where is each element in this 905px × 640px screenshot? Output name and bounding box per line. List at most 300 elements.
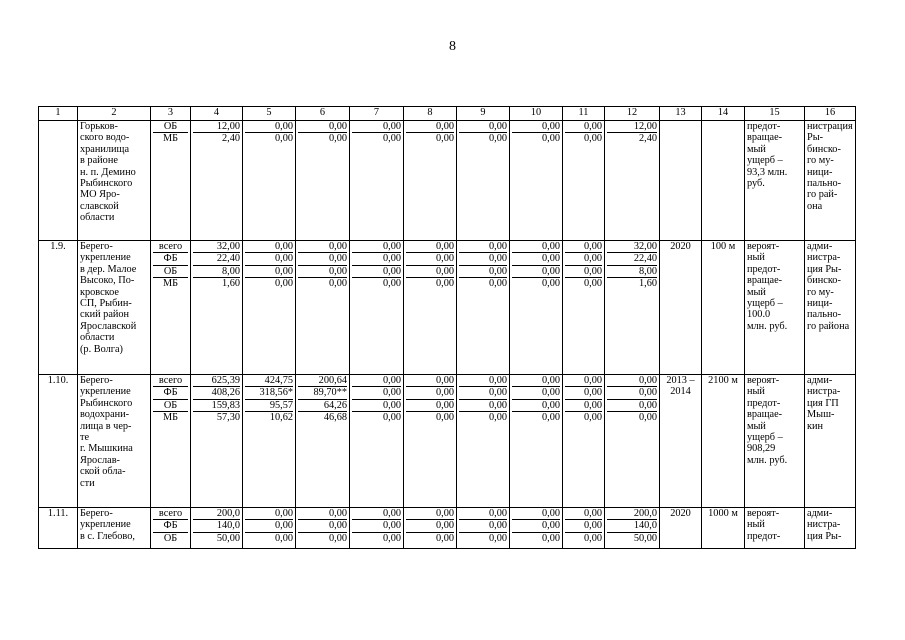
expected-effect-line: вероят-	[747, 375, 780, 386]
executor-line: пально-	[807, 309, 842, 321]
header-cell: 6	[296, 107, 350, 121]
expected-effect-line: ущерб –	[747, 298, 783, 310]
amount-value: 2,40	[607, 132, 657, 144]
amount-value: 140,0	[607, 519, 657, 531]
header-cell: 2	[78, 107, 151, 121]
executor-line: го му-	[807, 286, 834, 298]
amount-value: 159,83	[193, 399, 240, 411]
item-name-line: водохрани-	[80, 409, 130, 421]
expected-effect-line: руб.	[747, 178, 765, 190]
amount-value: 0,00	[512, 399, 560, 411]
header-cell: 1	[39, 107, 78, 121]
expected-effect-line: ный	[747, 252, 765, 264]
amount-cell	[510, 121, 563, 241]
amount-value: 0,00	[565, 519, 602, 531]
expected-effect	[745, 241, 805, 375]
executor-line: нистра-	[807, 386, 841, 398]
header-cell: 16	[805, 107, 856, 121]
amount-value: 0,00	[298, 277, 347, 289]
amount-value: 200,0	[633, 508, 657, 519]
amount-cell	[404, 508, 457, 549]
executor-line: ция Ры-	[807, 530, 842, 542]
table-row	[39, 121, 856, 241]
amount-value: 0,00	[245, 277, 293, 289]
executor-line: адми-	[807, 241, 833, 252]
amount-cell	[510, 375, 563, 508]
executor-line: го му-	[807, 155, 834, 167]
amount-value: 0,00	[541, 241, 560, 252]
amount-value: 0,00	[459, 252, 507, 264]
executor-line: го района	[807, 320, 850, 332]
implementation-years	[660, 508, 702, 549]
implementation-years-line: 2020	[670, 241, 691, 252]
amount-value: 8,00	[193, 265, 240, 277]
amount-cell	[605, 121, 660, 241]
amount-value: 12,00	[216, 121, 240, 132]
amount-value: 0,00	[435, 121, 454, 132]
amount-value: 95,57	[245, 399, 293, 411]
amount-value: 0,00	[352, 386, 401, 398]
amount-value: 0,00	[298, 532, 347, 544]
amount-value: 0,00	[565, 252, 602, 264]
header-row	[39, 107, 856, 121]
page-number: 8	[449, 39, 456, 54]
item-name-line: Ярослав-	[80, 454, 120, 466]
executor-line: ници-	[807, 166, 833, 178]
funding-source	[151, 121, 191, 241]
amount-value: 0,00	[459, 277, 507, 289]
item-name-line: Высоко, По-	[80, 275, 135, 287]
amount-value: 0,00	[512, 252, 560, 264]
amount-value: 0,00	[328, 241, 347, 252]
amount-value: 0,00	[638, 375, 657, 386]
amount-value: 0,00	[512, 532, 560, 544]
amount-value: 0,00	[406, 265, 454, 277]
funding-source-label: ОБ	[153, 532, 188, 544]
amount-value: 0,00	[352, 532, 401, 544]
amount-value: 0,00	[245, 532, 293, 544]
amount-value: 140,0	[193, 519, 240, 531]
amount-cell	[243, 241, 296, 375]
expected-effect-line: мый	[747, 420, 766, 432]
item-name-line: Рыбинского	[80, 397, 133, 409]
amount-cell	[563, 508, 605, 549]
amount-cell	[191, 508, 243, 549]
expected-effect-line: 93,3 млн.	[747, 166, 788, 178]
amount-value: 0,00	[328, 508, 347, 519]
amount-cell	[404, 121, 457, 241]
amount-cell	[563, 241, 605, 375]
item-name-line: ский район	[80, 309, 130, 321]
amount-value: 0,00	[406, 252, 454, 264]
amount-value: 0,00	[406, 277, 454, 289]
amount-value: 200,0	[216, 508, 240, 519]
amount-value: 0,00	[565, 399, 602, 411]
item-name	[78, 508, 151, 549]
amount-cell	[350, 121, 404, 241]
amount-value: 0,00	[435, 375, 454, 386]
amount-value: 64,26	[298, 399, 347, 411]
item-name-line: в с. Глебово,	[80, 530, 135, 542]
expected-effect-line: предот-	[747, 121, 781, 132]
header-cell: 12	[605, 107, 660, 121]
amount-value: 0,00	[541, 121, 560, 132]
amount-value: 0,00	[245, 132, 293, 144]
amount-value: 0,00	[435, 508, 454, 519]
amount-cell	[605, 375, 660, 508]
amount-cell	[563, 375, 605, 508]
item-name-line: хранилища	[80, 143, 130, 155]
item-name	[78, 121, 151, 241]
expected-effect-line: ущерб –	[747, 432, 783, 444]
expected-effect-line: млн. руб.	[747, 454, 788, 466]
funding-source	[151, 241, 191, 375]
expected-effect-line: вращае-	[747, 409, 783, 421]
item-name-line: в дер. Малое	[80, 263, 137, 275]
expected-effect	[745, 121, 805, 241]
item-name-line: н. п. Демино	[80, 166, 136, 178]
amount-value: 0,00	[607, 411, 657, 423]
amount-value: 0,00	[488, 375, 507, 386]
item-name-line: г. Мышкина	[80, 443, 133, 455]
amount-value: 0,00	[245, 265, 293, 277]
header-cell: 4	[191, 107, 243, 121]
amount-value: 0,00	[512, 265, 560, 277]
amount-cell	[243, 121, 296, 241]
amount-value: 0,00	[274, 121, 293, 132]
amount-value: 0,00	[298, 252, 347, 264]
executor-line: го рай-	[807, 189, 838, 201]
expected-effect-line: млн. руб.	[747, 320, 788, 332]
expected-effect-line: ный	[747, 386, 765, 398]
amount-cell	[296, 508, 350, 549]
amount-value: 10,62	[245, 411, 293, 423]
item-name-line: укрепление	[80, 386, 131, 398]
executor	[805, 508, 856, 549]
header-cell: 11	[563, 107, 605, 121]
executor-line: пально-	[807, 178, 842, 190]
amount-value: 0,00	[607, 386, 657, 398]
amount-value: 0,00	[512, 411, 560, 423]
header-cell: 3	[151, 107, 191, 121]
item-name-line: Берего-	[80, 508, 113, 519]
amount-value: 57,30	[193, 411, 240, 423]
funding-source-label: МБ	[153, 277, 188, 289]
amount-value: 22,40	[193, 252, 240, 264]
item-name	[78, 241, 151, 375]
item-number	[39, 121, 78, 241]
amount-value: 0,00	[406, 411, 454, 423]
funding-source	[151, 375, 191, 508]
amount-value: 0,00	[512, 386, 560, 398]
implementation-years-line: 2014	[670, 386, 691, 398]
amount-value: 0,00	[406, 519, 454, 531]
amount-value: 0,00	[488, 121, 507, 132]
item-name-line: кровское	[80, 286, 119, 298]
amount-cell	[404, 241, 457, 375]
amount-cell	[350, 508, 404, 549]
executor-line: Мыш-	[807, 409, 835, 421]
amount-value: 0,00	[459, 386, 507, 398]
amount-value: 0,00	[512, 519, 560, 531]
amount-value: 0,00	[583, 508, 602, 519]
executor-line: нистра-	[807, 252, 841, 264]
header-cell: 5	[243, 107, 296, 121]
amount-cell	[563, 121, 605, 241]
amount-cell	[457, 241, 510, 375]
expected-effect-line: вероят-	[747, 508, 780, 519]
executor-line: бинско-	[807, 143, 841, 155]
amount-value: 0,00	[328, 121, 347, 132]
amount-value: 0,00	[565, 277, 602, 289]
amount-value: 0,00	[541, 375, 560, 386]
amount-value: 0,00	[607, 399, 657, 411]
amount-value: 0,00	[352, 399, 401, 411]
amount-value: 50,00	[607, 532, 657, 544]
item-name-line: Рыбинского	[80, 178, 133, 190]
executor-line: бинско-	[807, 275, 841, 287]
amount-value: 0,00	[459, 132, 507, 144]
header-cell: 9	[457, 107, 510, 121]
item-name-line: лища в чер-	[80, 420, 132, 432]
item-name-line: укрепление	[80, 252, 131, 264]
executor-line: ция ГП	[807, 397, 839, 409]
executor-line: ници-	[807, 298, 833, 310]
amount-cell	[510, 241, 563, 375]
expected-effect-line: предот-	[747, 397, 781, 409]
length: 1000 м	[702, 508, 745, 549]
item-name	[78, 375, 151, 508]
item-name-line: славской	[80, 200, 119, 212]
executor-line: нистра-	[807, 519, 841, 531]
amount-value: 0,00	[459, 532, 507, 544]
expected-effect-line: ный	[747, 519, 765, 531]
amount-value: 0,00	[352, 519, 401, 531]
amount-value: 0,00	[459, 399, 507, 411]
item-name-line: те	[80, 432, 90, 444]
amount-value: 2,40	[193, 132, 240, 144]
executor-line: ция Ры-	[807, 263, 842, 275]
item-name-line: Берего-	[80, 241, 113, 252]
funding-source-label: ОБ	[153, 399, 188, 411]
amount-value: 0,00	[406, 532, 454, 544]
amount-value: 0,00	[382, 508, 401, 519]
expected-effect	[745, 508, 805, 549]
expected-effect	[745, 375, 805, 508]
item-number: 1.10.	[39, 375, 78, 508]
funding-source-label: ФБ	[153, 386, 188, 398]
amount-value: 0,00	[459, 519, 507, 531]
amount-value: 0,00	[541, 508, 560, 519]
amount-value: 0,00	[382, 121, 401, 132]
amount-cell	[296, 121, 350, 241]
table-row	[39, 508, 856, 549]
amount-value: 200,64	[318, 375, 347, 386]
amount-value: 0,00	[352, 252, 401, 264]
amount-cell	[457, 375, 510, 508]
amount-value: 0,00	[298, 132, 347, 144]
amount-value: 0,00	[565, 386, 602, 398]
amount-value: 0,00	[352, 265, 401, 277]
amount-value: 0,00	[352, 277, 401, 289]
amount-value: 0,00	[583, 375, 602, 386]
amount-value: 0,00	[565, 532, 602, 544]
amount-value: 0,00	[406, 386, 454, 398]
expected-effect-line: ущерб –	[747, 155, 783, 167]
amount-value: 0,00	[435, 241, 454, 252]
header-cell: 7	[350, 107, 404, 121]
amount-cell	[404, 375, 457, 508]
amount-value: 0,00	[459, 265, 507, 277]
amount-value: 0,00	[565, 265, 602, 277]
funding-source-label: ФБ	[153, 252, 188, 264]
funding-source-label: всего	[158, 241, 183, 252]
header-cell: 13	[660, 107, 702, 121]
amount-value: 0,00	[382, 375, 401, 386]
implementation-years-line: 2013 –	[666, 375, 695, 386]
executor-line: адми-	[807, 375, 833, 386]
amount-cell	[243, 375, 296, 508]
funding-source-label: МБ	[153, 132, 188, 144]
table-row	[39, 375, 856, 508]
amount-value: 0,00	[245, 252, 293, 264]
amount-value: 89,70**	[298, 386, 347, 398]
executor-line: она	[807, 200, 823, 212]
funding-source	[151, 508, 191, 549]
expected-effect-line: вращае-	[747, 275, 783, 287]
amount-value: 424,75	[264, 375, 293, 386]
amount-value: 0,00	[459, 411, 507, 423]
header-cell: 15	[745, 107, 805, 121]
amount-value: 0,00	[565, 411, 602, 423]
amount-value: 0,00	[382, 241, 401, 252]
amount-cell	[350, 375, 404, 508]
implementation-years	[660, 241, 702, 375]
item-name-line: Горьков-	[80, 121, 118, 132]
implementation-years	[660, 375, 702, 508]
funding-source-label: МБ	[153, 411, 188, 423]
amount-value: 0,00	[583, 241, 602, 252]
item-name-line: области	[80, 212, 115, 224]
amount-value: 0,00	[406, 399, 454, 411]
amount-value: 0,00	[245, 519, 293, 531]
amount-value: 50,00	[193, 532, 240, 544]
expected-effect-line: мый	[747, 143, 766, 155]
expected-effect-line: 100.0	[747, 309, 771, 321]
implementation-years	[660, 121, 702, 241]
amount-value: 0,00	[512, 277, 560, 289]
amount-cell	[605, 241, 660, 375]
item-number: 1.9.	[39, 241, 78, 375]
amount-value: 12,00	[633, 121, 657, 132]
header-cell: 14	[702, 107, 745, 121]
expected-effect-line: вращае-	[747, 132, 783, 144]
amount-value: 32,00	[216, 241, 240, 252]
funding-source-label: всего	[158, 375, 183, 386]
amount-cell	[191, 241, 243, 375]
amount-value: 1,60	[607, 277, 657, 289]
item-name-line: Ярославской	[80, 320, 137, 332]
item-name-line: Берего-	[80, 375, 113, 386]
amount-value: 0,00	[274, 508, 293, 519]
item-name-line: МО Яро-	[80, 189, 120, 201]
amount-value: 0,00	[512, 132, 560, 144]
amount-cell	[296, 375, 350, 508]
amount-value: 0,00	[488, 508, 507, 519]
funding-source-label: ОБ	[153, 265, 188, 277]
amount-value: 0,00	[565, 132, 602, 144]
expected-effect-line: вероят-	[747, 241, 780, 252]
executor-line: адми-	[807, 508, 833, 519]
amount-cell	[510, 508, 563, 549]
item-name-line: в районе	[80, 155, 118, 167]
amount-cell	[457, 508, 510, 549]
amount-value: 0,00	[352, 132, 401, 144]
expected-effect-line: предот-	[747, 530, 781, 542]
item-name-line: ской обла-	[80, 466, 126, 478]
amount-value: 0,00	[274, 241, 293, 252]
amount-cell	[350, 241, 404, 375]
amount-cell	[191, 121, 243, 241]
amount-value: 318,56*	[245, 386, 293, 398]
amount-value: 8,00	[607, 265, 657, 277]
item-name-line: (р. Волга)	[80, 343, 123, 355]
amount-cell	[605, 508, 660, 549]
amount-value: 0,00	[352, 411, 401, 423]
item-name-line: СП, Рыбин-	[80, 298, 132, 310]
amount-value: 0,00	[298, 265, 347, 277]
item-name-line: ского водо-	[80, 132, 130, 144]
item-name-line: укрепление	[80, 519, 131, 531]
funding-source-label: ФБ	[153, 519, 188, 531]
executor-line: кин	[807, 420, 824, 432]
item-number: 1.11.	[39, 508, 78, 549]
executor	[805, 241, 856, 375]
amount-cell	[296, 241, 350, 375]
executor-line: нистрация Ры-	[807, 121, 853, 144]
table-row	[39, 241, 856, 375]
expected-effect-line: мый	[747, 286, 766, 298]
header-cell: 8	[404, 107, 457, 121]
amount-value: 0,00	[298, 519, 347, 531]
amount-value: 408,26	[193, 386, 240, 398]
amount-cell	[457, 121, 510, 241]
length: 100 м	[702, 241, 745, 375]
amount-value: 32,00	[633, 241, 657, 252]
amount-cell	[191, 375, 243, 508]
amount-value: 0,00	[406, 132, 454, 144]
funding-source-label: ОБ	[163, 121, 178, 132]
item-name-line: области	[80, 332, 115, 344]
amount-value: 46,68	[298, 411, 347, 423]
item-name-line: сти	[80, 477, 95, 489]
funding-source-label: всего	[158, 508, 183, 519]
executor	[805, 375, 856, 508]
expected-effect-line: предот-	[747, 263, 781, 275]
amount-value: 0,00	[583, 121, 602, 132]
amount-value: 1,60	[193, 277, 240, 289]
amount-cell	[243, 508, 296, 549]
length: 2100 м	[702, 375, 745, 508]
amount-value: 0,00	[488, 241, 507, 252]
implementation-years-line: 2020	[670, 508, 691, 519]
executor	[805, 121, 856, 241]
expected-effect-line: 908,29	[747, 443, 776, 455]
header-cell: 10	[510, 107, 563, 121]
length	[702, 121, 745, 241]
amount-value: 625,39	[211, 375, 240, 386]
amount-value: 22,40	[607, 252, 657, 264]
